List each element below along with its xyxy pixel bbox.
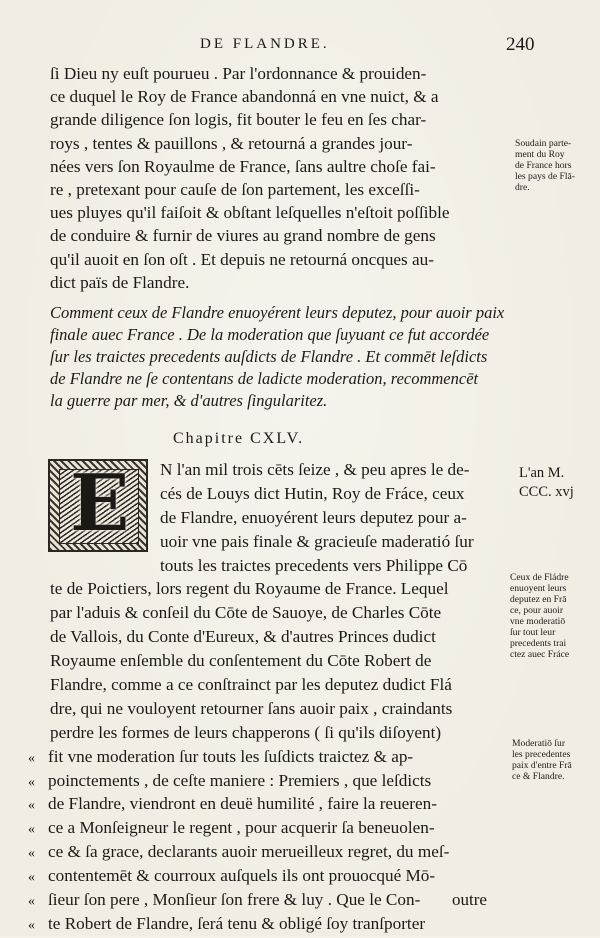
line-text: Flandre, comme a ce conſtrainct par les deputez dudict Flá <box>50 675 452 695</box>
text-line: nées vers ſon Royaulme de France, ſans aultre choſe fai- <box>50 156 436 176</box>
rubric-line: ſur les traictes precedents auſdicts de Flandre . Et commēt leſdicts <box>50 347 488 366</box>
text-line <box>50 506 512 530</box>
text-line <box>50 721 512 745</box>
chapter-body <box>28 458 512 936</box>
note-line: enuoyent leurs <box>510 583 567 594</box>
text-line <box>28 792 512 816</box>
text-line <box>28 864 512 888</box>
line-text: ce a Monſeigneur le regent , pour acquerir ſa beneuolen- <box>48 818 435 838</box>
text-line <box>50 649 512 673</box>
line-text: Royaume enſemble du conſentement du Cōte Robert de <box>50 651 432 671</box>
margin-note-date <box>519 464 574 502</box>
text-line <box>50 577 512 601</box>
text-line: ſi Dieu ny euſt pourueu . Par l'ordonnance & prouiden- <box>50 64 427 83</box>
text-line: ce duquel le Roy de France abandonná en vne nuict, & a <box>50 87 439 107</box>
text-line <box>50 482 512 506</box>
quote-mark: « <box>28 774 35 790</box>
opening-paragraph <box>50 62 510 294</box>
line-text: te Robert de Flandre, ſerá tenu & obligé ſoy tranſporter <box>48 913 426 933</box>
text-line <box>28 888 512 912</box>
text-line: ues pluyes qu'il faiſoit & obſtant leſquelles n'eſtoit poſſible <box>50 203 450 223</box>
rubric-line: la guerre par mer, & d'autres ſingularitez. <box>50 391 328 410</box>
text-line <box>50 530 512 554</box>
line-text: te de Poictiers, lors regent du Royaume de France. Lequel <box>50 579 449 599</box>
line-text: de Flandre, viendront en deuë humilité , faire la reueren- <box>48 794 437 814</box>
note-line: ce & Flandre. <box>512 771 565 782</box>
rubric-line: finale auec France . De la moderation que ſuyuant ce fut accordée <box>50 325 490 344</box>
chapter-rubric <box>50 302 520 412</box>
quote-mark: « <box>28 870 35 886</box>
note-line: ctez auec Fráce <box>510 649 570 660</box>
text-line: roys , tentes & pauillons , & retourná a grandes jour- <box>50 133 413 153</box>
note-line: Soudain parte- <box>515 138 572 149</box>
quote-mark: « <box>28 894 35 910</box>
line-text: ſieur ſon pere , Monſieur ſon frere & luy . Que le Con- <box>48 890 421 910</box>
text-line: dict païs de Flandre. <box>50 272 190 292</box>
text-line <box>50 673 512 697</box>
note-line: paix d'entre Frā <box>512 760 572 771</box>
running-head-title: DE FLANDRE. <box>200 36 330 52</box>
margin-note <box>512 738 572 782</box>
text-line <box>28 745 512 769</box>
line-text: ce & ſa grace, declarants auoir merueilleux regret, du meſ- <box>48 842 450 862</box>
note-line: vne moderatiō <box>510 616 566 627</box>
quote-mark: « <box>28 917 35 933</box>
quote-mark: « <box>28 750 35 766</box>
line-text: fit vne moderation ſur touts les ſuſdicts traictez & ap- <box>48 746 414 766</box>
note-line: L'an M. <box>519 465 565 481</box>
line-text: contentemēt & courroux auſquels ils ont prouocqué Mō- <box>48 866 436 886</box>
text-line: qu'il auoit en ſon oſt . Et depuis ne retourná oncques au- <box>50 249 434 269</box>
margin-note <box>510 572 569 660</box>
line-text: de Vallois, du Conte d'Eureux, & d'autres Princes dudict <box>50 627 436 647</box>
note-line: ment du Roy <box>515 149 565 160</box>
note-line: les precedentes <box>512 749 571 760</box>
line-text: par l'aduis & conſeil du Cōte de Sauoye, de Charles Cōte <box>50 603 442 623</box>
initial-letter: E <box>70 459 130 549</box>
note-line: dre. <box>515 182 530 193</box>
text-line <box>28 840 512 864</box>
note-line: CCC. xvj <box>519 484 574 500</box>
rubric-line: de Flandre ne ſe contentans de ladicte moderation, recommencēt <box>50 369 479 388</box>
text-line <box>28 816 512 840</box>
quote-mark: « <box>28 822 35 838</box>
quote-mark: « <box>28 798 35 814</box>
text-line <box>50 458 512 482</box>
line-text: N l'an mil trois cēts ſeize , & peu apres le de- <box>160 460 470 479</box>
quote-mark: « <box>28 846 35 862</box>
text-line <box>50 697 512 721</box>
note-line: ſur tout leur <box>510 627 556 638</box>
running-head <box>0 36 600 56</box>
note-line: deputez en Frā <box>510 594 567 605</box>
page-number: 240 <box>506 34 535 55</box>
line-text: cés de Louys dict Hutin, Roy de Fráce, ceux <box>160 483 465 503</box>
text-line <box>50 554 512 578</box>
note-line: de France hors <box>515 160 572 171</box>
line-text: de Flandre, enuoyérent leurs deputez pour a- <box>160 507 467 527</box>
note-line: Ceux de Fládre <box>510 572 569 583</box>
line-text: dre, qui ne vouloyent retourner ſans auoir paix , craindants <box>50 698 453 718</box>
line-text: perdre les formes de leurs chapperons ( ſi qu'ils diſoyent) <box>50 722 442 742</box>
text-line <box>28 769 512 793</box>
line-text: touts les traictes precedents vers Philippe Cō <box>160 555 468 575</box>
catchword: outre <box>452 890 487 909</box>
text-line <box>50 625 512 649</box>
text-line <box>50 601 512 625</box>
text-line: de conduire & furnir de viures au grand nombre de gens <box>50 226 436 246</box>
text-line <box>28 912 512 936</box>
note-line: ce, pour auoir <box>510 605 564 616</box>
text-line: grande diligence ſon logis, fit bouter le feu en ſes char- <box>50 110 427 130</box>
line-text: poinctements , de ceſte maniere : Premiers , que leſdicts <box>48 770 432 790</box>
rubric-line: Comment ceux de Flandre enuoyérent leurs deputez, pour auoir paix <box>50 303 505 322</box>
line-text: uoir vne pais finale & gracieuſe maderatió ſur <box>160 531 474 551</box>
note-line: Moderatiō ſur <box>512 738 566 749</box>
margin-note <box>515 138 575 193</box>
note-line: precedents trai <box>510 638 567 649</box>
chapter-heading: Chapitre CXLV. <box>173 430 305 447</box>
text-line: re , pretexant pour cauſe de ſon partement, les exceſſi- <box>50 179 420 199</box>
note-line: les pays de Flā- <box>515 171 575 182</box>
